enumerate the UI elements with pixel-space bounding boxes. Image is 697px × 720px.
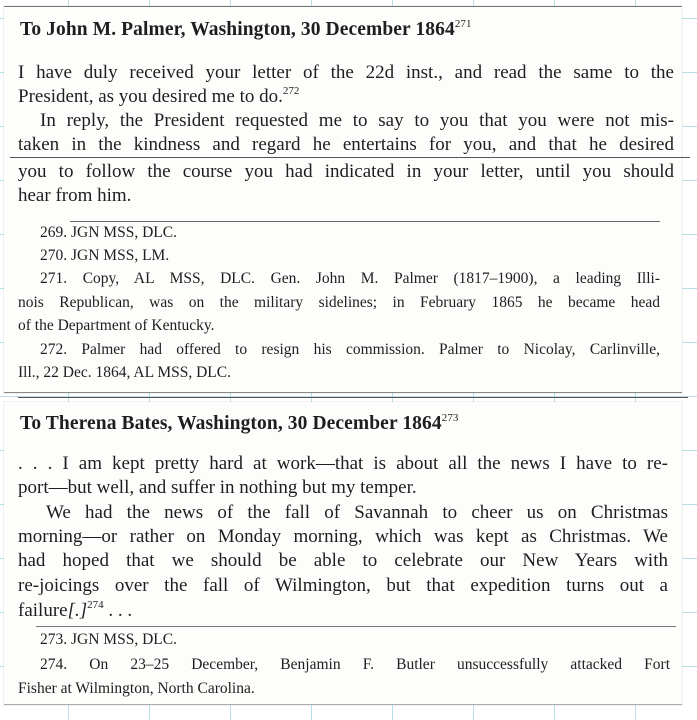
body-line: In reply, the President requested me to say to you that you were not mis- [40,110,674,131]
footnote: Ill., 22 Dec. 1864, AL MSS, DLC. [18,364,231,381]
footnote-ref: 272 [282,85,300,97]
footnote: nois Republican, was on the military sidelines; in February 1865 he became head [18,294,660,311]
heading-text: To John M. Palmer, Washington, 30 December 1864 [20,19,455,40]
footnote-ref: 274 [87,599,104,611]
body-line: had hoped that we should be able to celebrate our New Years with [18,550,668,571]
heading-text: To Therena Bates, Washington, 30 December 1864 [20,413,442,434]
divider-line [10,157,690,158]
body-line: I have duly received your letter of the 22d inst., and read the same to the [18,62,674,83]
footnote: 272. Palmer had offered to resign his commission. Palmer to Nicolay, Carlinville, [40,341,660,358]
ellipsis: . . . [108,600,133,621]
footnote-ref: 271 [454,18,472,30]
body-line: you to follow the course you had indicated in your letter, until you should [18,161,674,182]
footnote-ref: 273 [441,412,459,424]
body-line: hear from him. [18,185,132,206]
editorial-bracket: [.] [67,600,88,621]
body-line: . . . I am kept pretty hard at work—that is about all the news I have to re- [18,453,668,474]
body-line [18,600,132,620]
footnote: 269. JGN MSS, DLC. [40,224,177,241]
footnote: 270. JGN MSS, LM. [40,247,170,264]
footnote: 271. Copy, AL MSS, DLC. Gen. John M. Palmer (1817–1900), a leading Illi- [40,270,660,287]
body-line-text: President, as you desired me to do. [18,86,283,107]
footnote-divider [36,626,676,627]
letter-heading-bates [20,412,459,435]
body-line: taken in the kindness and regard he entertains for you, and that he desired [18,134,674,155]
body-line: re-joicings over the fall of Wilmington, but that expedition turns out a [18,575,668,596]
letter-heading-palmer [20,18,472,41]
footnote: of the Department of Kentucky. [18,317,215,334]
footnote: Fisher at Wilmington, North Carolina. [18,680,255,697]
footnote: 273. JGN MSS, DLC. [40,631,177,648]
body-line: morning—or rather on Monday morning, which was kept as Christmas. We [18,526,668,547]
body-line [18,86,299,106]
footnote-divider [70,221,660,222]
body-line: port—but well, and suffer in nothing but my temper. [18,477,417,498]
body-line-text: failure [18,600,68,621]
divider-line [18,397,688,398]
footnote: 274. On 23–25 December, Benjamin F. Butler unsuccessfully attacked Fort [40,656,670,673]
body-line: We had the news of the fall of Savannah to cheer us on Christmas [46,502,668,523]
